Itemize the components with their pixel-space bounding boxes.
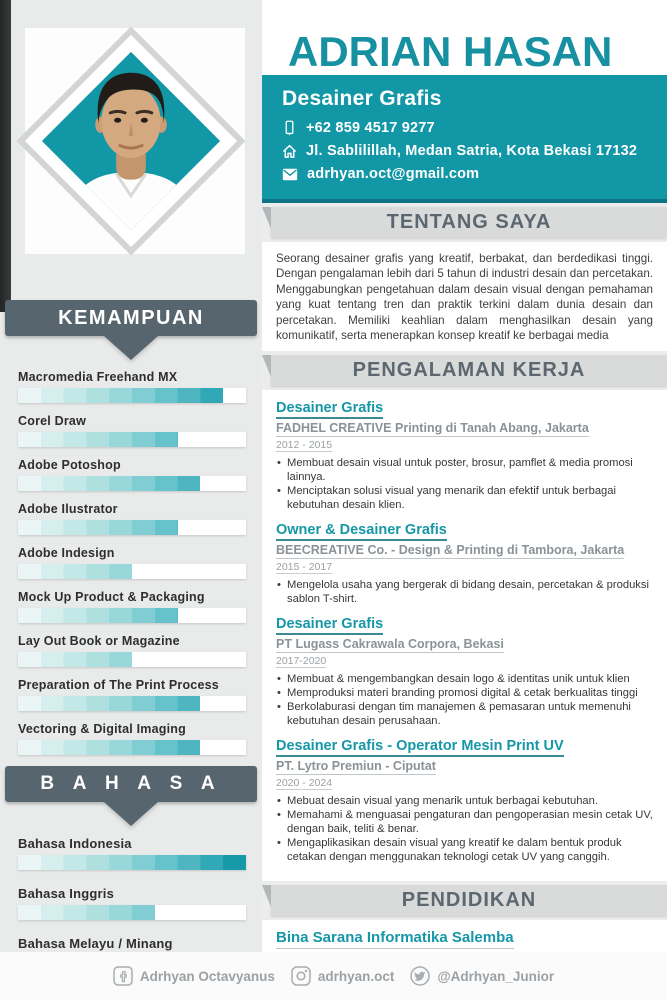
language-bar <box>18 905 246 920</box>
job-bullet: • Memproduksi materi branding promosi digital & cetak berkualitas tinggi <box>276 686 653 700</box>
left-column <box>0 0 262 952</box>
skills-banner-arrow <box>104 336 158 360</box>
job-company: PT Lugass Cakrawala Corpora, Bekasi <box>276 637 504 652</box>
skill-label: Preparation of The Print Process <box>18 678 219 692</box>
language-section-banner <box>5 766 257 802</box>
skill-label: Adobe Ilustrator <box>18 502 118 516</box>
job-years: 2020 - 2024 <box>276 777 333 790</box>
job-company: BEECREATIVE Co. - Design & Printing di Tambora, Jakarta <box>276 543 625 558</box>
contact-box <box>262 75 667 203</box>
job-entry <box>276 737 653 864</box>
twitter-icon <box>410 966 430 986</box>
phone-value: +62 859 4517 9277 <box>306 120 435 136</box>
skill-item <box>18 502 246 535</box>
skill-item <box>18 546 246 579</box>
experience-card <box>262 390 667 881</box>
skill-bar-empty <box>178 520 246 535</box>
job-bullets <box>276 578 653 606</box>
skills-heading: KEMAMPUAN <box>58 306 204 329</box>
language-item <box>18 886 246 920</box>
email-row <box>282 166 653 182</box>
facebook-label: Adrhyan Octavyanus <box>139 968 275 984</box>
skill-bar <box>18 388 246 403</box>
job-bullet: • Mengelola usaha yang bergerak di bidang desain, percetakan & produksi sablon T-shirt. <box>276 578 653 606</box>
job-years: 2017-2020 <box>276 655 327 668</box>
education-section-banner <box>271 885 667 916</box>
address-row <box>282 143 653 159</box>
footer <box>0 952 667 1000</box>
language-label: Bahasa Melayu / Minang <box>18 936 173 951</box>
job-title: Owner & Desainer Grafis <box>276 522 447 541</box>
language-list <box>0 826 262 970</box>
skill-bar-empty <box>178 432 246 447</box>
job-bullet: • Membuat desain visual untuk poster, brosur, pamflet & media promosi lainnya. <box>276 456 653 484</box>
skill-item <box>18 414 246 447</box>
skills-section-banner <box>5 300 257 336</box>
person-name: ADRIAN HASAN <box>288 28 613 75</box>
skill-item <box>18 590 246 623</box>
instagram-icon <box>291 966 311 986</box>
skill-label: Corel Draw <box>18 414 86 428</box>
skill-bar-empty <box>132 652 246 667</box>
skill-item <box>18 722 246 755</box>
job-title: Desainer Grafis <box>276 400 383 419</box>
skill-bar-empty <box>200 696 246 711</box>
skill-bar <box>18 476 246 491</box>
language-label: Bahasa Inggris <box>18 886 114 901</box>
skill-bar-empty <box>223 388 246 403</box>
job-entry <box>276 615 653 728</box>
skill-label: Vectoring & Digital Imaging <box>18 722 186 736</box>
about-card <box>262 242 667 351</box>
language-item <box>18 836 246 870</box>
skill-label: Adobe Potoshop <box>18 458 121 472</box>
phone-icon <box>282 120 297 136</box>
about-section-banner <box>271 207 667 238</box>
job-bullets <box>276 672 653 728</box>
job-years: 2012 - 2015 <box>276 439 333 452</box>
language-bar-empty <box>155 905 246 920</box>
left-edge-strip <box>0 0 11 312</box>
language-label: Bahasa Indonesia <box>18 836 132 851</box>
education-school: Bina Sarana Informatika Salemba <box>276 929 514 949</box>
job-bullets <box>276 456 653 512</box>
instagram-label: adrhyan.oct <box>317 968 395 984</box>
home-icon <box>282 144 297 159</box>
email-value: adrhyan.oct@gmail.com <box>307 166 480 182</box>
job-bullet: • Mebuat desain visual yang menarik untuk berbagai kebutuhan. <box>276 794 653 808</box>
skill-bar <box>18 740 246 755</box>
language-heading: B A H A S A <box>40 773 222 794</box>
skill-bar-empty <box>132 564 246 579</box>
instagram-handle <box>291 966 395 986</box>
job-title: Desainer Grafis <box>276 616 383 635</box>
language-banner-arrow <box>104 802 158 826</box>
skill-bar <box>18 608 246 623</box>
twitter-label: @Adrhyan_Junior <box>437 968 555 984</box>
skill-item <box>18 458 246 491</box>
job-bullet: • Menciptakan solusi visual yang menarik dan efektif untuk berbagai kebutuhan desain klien. <box>276 484 653 512</box>
job-bullet: • Memahami & menguasai pengaturan dan pengoperasian mesin cetak UV, dengan baik, teliti & benar. <box>276 808 653 836</box>
twitter-handle <box>410 966 554 986</box>
job-entry <box>276 521 653 606</box>
skill-bar-empty <box>200 476 246 491</box>
skill-bar <box>18 520 246 535</box>
skill-bar <box>18 564 246 579</box>
mail-icon <box>282 168 298 181</box>
about-text: Seorang desainer grafis yang kreatif, berbakat, dan berdedikasi tinggi. Dengan pengalaman lebih dari 5 tahun di industri desain dan percetakan. Menggabungkan pengetahuan dalam desain visual dengan pemahaman yang kuat tentang tren dan praktik terkini dalam dunia desain dan percetakan. Memiliki keahlian dalam menghasilkan desain yang komunikatif, serta menerapkan konsep kreatif ke berbagai media <box>276 252 653 343</box>
job-bullet: • Mengaplikasikan desain visual yang kreatif ke dalam bentuk produk cetakan dengan menggunakan teknologi cetak UV yang canggih. <box>276 836 653 864</box>
job-bullets <box>276 794 653 864</box>
experience-section-banner <box>271 355 667 386</box>
skill-label: Mock Up Product & Packaging <box>18 590 205 604</box>
photo-block <box>0 0 262 300</box>
job-company: PT. Lytro Premiun - Ciputat <box>276 759 436 774</box>
phone-row <box>282 120 653 136</box>
skill-label: Lay Out Book or Magazine <box>18 634 180 648</box>
job-bullet: • Membuat & mengembangkan desain logo & identitas unik untuk klien <box>276 672 653 686</box>
job-bullet: • Berkolaburasi dengan tim manajemen & pemasaran untuk memenuhi kebutuhan desain perusahaan. <box>276 700 653 728</box>
skill-item <box>18 678 246 711</box>
skill-item <box>18 634 246 667</box>
profession-title: Desainer Grafis <box>282 87 442 110</box>
skills-list <box>0 360 262 755</box>
right-column <box>262 0 667 952</box>
skill-bar-empty <box>178 608 246 623</box>
job-entry <box>276 399 653 512</box>
skill-bar <box>18 696 246 711</box>
skill-bar <box>18 432 246 447</box>
job-company: FADHEL CREATIVE Printing di Tanah Abang, Jakarta <box>276 421 589 436</box>
experience-heading: PENGALAMAN KERJA <box>352 359 586 382</box>
skill-label: Adobe Indesign <box>18 546 115 560</box>
name-block <box>262 0 667 75</box>
job-title: Desainer Grafis - Operator Mesin Print UV <box>276 738 564 757</box>
address-value: Jl. Sablilillah, Medan Satria, Kota Bekasi 17132 <box>306 143 638 159</box>
language-bar <box>18 855 246 870</box>
facebook-icon <box>113 966 133 986</box>
job-years: 2015 - 2017 <box>276 561 333 574</box>
education-heading: PENDIDIKAN <box>401 889 537 912</box>
facebook-handle <box>113 966 275 986</box>
skill-item <box>18 370 246 403</box>
about-heading: TENTANG SAYA <box>386 211 552 233</box>
skill-label: Macromedia Freehand MX <box>18 370 178 384</box>
skill-bar <box>18 652 246 667</box>
skill-bar-empty <box>200 740 246 755</box>
